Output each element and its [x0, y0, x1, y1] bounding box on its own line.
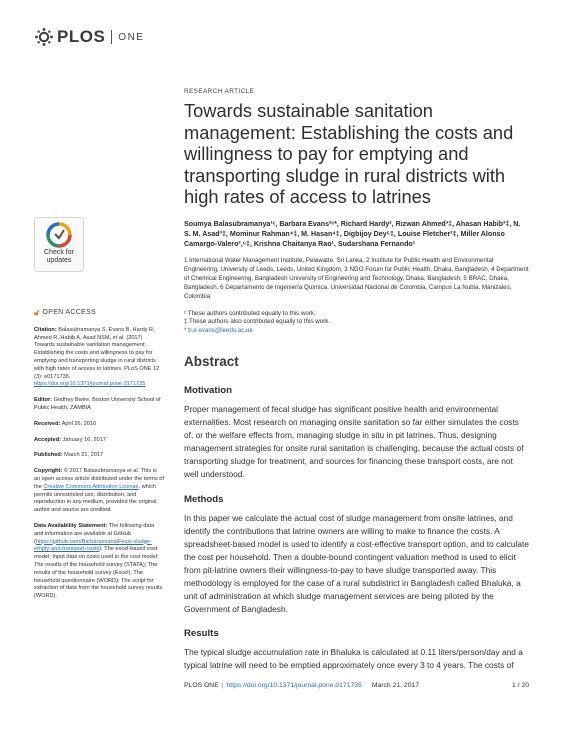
published-label: Published:	[34, 452, 63, 459]
article-main	[184, 88, 529, 684]
affiliations: 1 International Water Management Institute, Pelawatte, Sri Lanka, 2 Institute for Public Health and Environmental Engineering, University of Leeds, Leeds, United Kingdom, 3 NGO Forum for Public Health, Dhaka, Bangladesh, 4 Department of Chemical Engineering, Bangladesh University of Engineering and Technology, Dhaka, Bangladesh, 5 BRAC, Dhaka, Bangladesh, 6 Departamento de Ingeniería Química, Universidad Nacional de Colombia, Campus La Nubia, Manizales, Colombia	[184, 257, 529, 301]
motivation-text: Proper management of fecal sludge has significant positive health and environmental externalities. Most research on managing onsite sanitation so far either simulates the costs of, or the welfare effects from, managing sludge in situ in pit latrines. Thus, designing management strategies for onsite rural sanitation is challenging, because the actual costs of transporting sludge for treatment, and sources for financing these transport costs, are not well understood.	[184, 403, 524, 480]
copyright	[34, 468, 164, 515]
plos-logo-icon	[34, 27, 54, 47]
open-access-badge	[34, 309, 164, 317]
data-availability	[34, 523, 164, 601]
results-text: The typical sludge accumulation rate in Bhaluka is calculated at 0.11 liters/person/day and a typical latrine will need to be emptied approximately once every 3 to 4 years. The costs of	[184, 647, 523, 671]
received-label: Received:	[34, 420, 61, 427]
citation-label: Citation:	[34, 326, 57, 333]
page-number: 1 / 20	[511, 682, 529, 689]
open-access-lock-icon: 🔓︎	[34, 308, 40, 317]
corresponding-email-link[interactable]: * b.e.evans@leeds.ac.uk	[184, 327, 253, 335]
page-footer	[184, 682, 529, 692]
article-sidebar	[34, 309, 164, 609]
check-updates-icon	[45, 221, 73, 249]
data-availability-text-end: ): The excel-based cost model; Input data on costs used in the cost model; The results of the household survey (STATA); The results of the household survey (Excel); The household questionnaire (WORD); The script for extraction of data from the household survey results (WORD).	[34, 546, 163, 600]
motivation-heading: Motivation	[184, 384, 232, 396]
copyright-text-end: , which permits unrestricted use, distribution, and reproduction in any medium, provided the original author and source are credited.	[34, 483, 157, 514]
copyright-text: © 2017 Balasubramanya et al. This is an open access article distributed under the terms of the	[34, 468, 164, 490]
editor-label: Editor:	[34, 397, 53, 404]
methods-text: In this paper we calculate the actual cost of sludge management from onsite latrines, and identify the contributions that latrine owners are willing to make to finance the costs. A spreadsheet-based model is used to identify a cost-effective transport option, and to calculate the cost per household. Then a double-bound contingent valuation method is used to elicit from pit-latrine owners their willingness-to-pay to have sludge transported away. This methodology is employed for the case of a rural subdistrict in Bangladesh called Bhaluka, a unit of administration at which sludge management services are being piloted by the Government of Bangladesh.	[184, 512, 529, 615]
check-updates-line2: updates	[46, 257, 72, 264]
logo-divider	[111, 30, 112, 44]
github-link[interactable]: https://github.com/Barbaraevans/Fecal-sludge-empty-and-transport-costs	[34, 538, 152, 553]
received-value: April 26, 2016	[61, 420, 97, 427]
methods-heading: Methods	[184, 493, 224, 505]
published-value: March 21, 2017	[64, 452, 104, 459]
footer-date: March 21, 2017	[371, 682, 420, 689]
author-notes	[184, 310, 529, 336]
author-list: Soumya Balasubramanya¹ᶜ, Barbara Evans²ᶜ*, Richard Hardy², Rizwan Ahmed³‡, Ahasan Habib³‡, N. S. M. Asad³‡, Mominur Rahman⁴‡, M. Hasan⁴‡, Digbijoy Dey⁵‡, Louise Fletcher²‡, Miller Alonso Camargo-Valero²,⁶‡, Krishna Chaitanya Rao¹, Sudarshana Fernando¹	[184, 219, 521, 248]
citation	[34, 327, 164, 389]
received	[34, 421, 164, 429]
editor	[34, 397, 164, 413]
footer-separator: |	[221, 682, 224, 689]
footer-doi-link[interactable]: https://doi.org/10.1371/journal.pone.0171735	[226, 682, 362, 689]
published	[34, 452, 164, 460]
citation-doi-link[interactable]: https://doi.org/10.1371/journal.pone.0171735	[34, 381, 146, 388]
accepted-value: January 16, 2017	[62, 436, 106, 443]
also-equal-contribution-note: ‡ These authors also contributed equally to this work.	[184, 318, 331, 326]
data-availability-label: Data Availability Statement:	[34, 522, 108, 529]
check-for-updates-button[interactable]	[34, 217, 84, 272]
check-updates-line1: Check for	[44, 249, 74, 256]
journal-logo[interactable]	[34, 26, 144, 48]
open-access-label: OPEN ACCESS	[42, 309, 96, 316]
accepted-label: Accepted:	[34, 436, 62, 443]
journal-subname: ONE	[118, 31, 145, 43]
citation-text: Balasubramanya S, Evans B, Hardy R, Ahmed R, Habib A, Asad NSM, et al. (2017) Towards sustainable sanitation management: Establishing the costs and willingness to pay for emptying and transporting sludge in rural districts with high rates of access to latrines. PLoS ONE 12 (3): e0171735.	[34, 326, 160, 380]
results-heading: Results	[184, 628, 219, 640]
article-title: Towards sustainable sanitation management: Establishing the costs and willingness to pay for emptying and transporting sludge in rural districts with high rates of access to latrines	[184, 100, 514, 207]
journal-name: PLOS	[57, 27, 106, 46]
license-link[interactable]: Creative Commons Attribution License	[43, 483, 139, 490]
editor-text: Godfrey Bwire, Boston University School of Public Health, ZAMBIA	[34, 397, 161, 411]
copyright-label: Copyright:	[34, 468, 63, 475]
abstract-heading: Abstract	[184, 353, 239, 369]
data-availability-text: The following data and information are available at GitHub (	[34, 522, 155, 545]
equal-contribution-note: ᶜ These authors contributed equally to this work.	[184, 309, 316, 317]
article-type: RESEARCH ARTICLE	[184, 88, 255, 95]
footer-journal: PLOS ONE	[184, 682, 219, 689]
accepted	[34, 437, 164, 445]
